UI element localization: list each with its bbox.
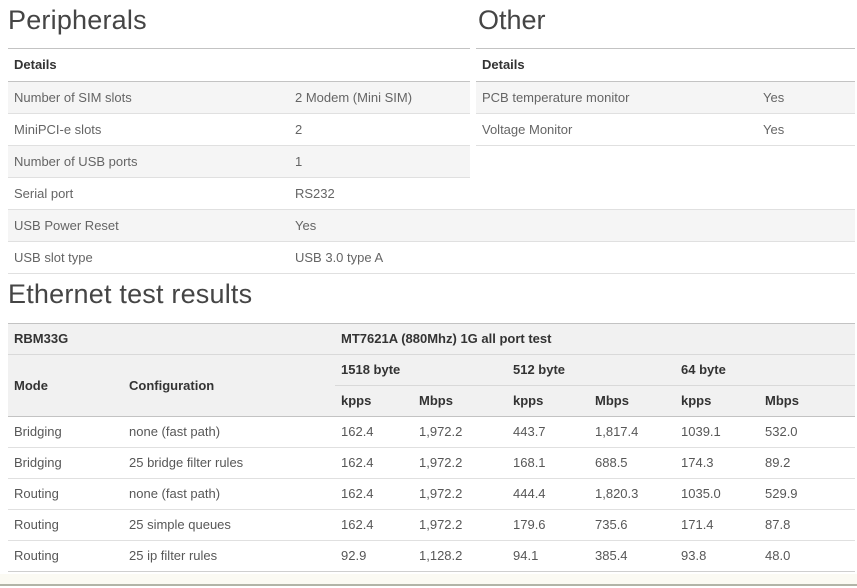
value-cell: 174.3 xyxy=(675,448,759,479)
spec-value: Yes xyxy=(289,210,855,242)
column-header-configuration: Configuration xyxy=(123,355,335,417)
table-row xyxy=(476,82,855,114)
table-row xyxy=(8,510,855,541)
configuration-cell: none (fast path) xyxy=(123,417,335,448)
other-section-title: Other xyxy=(478,5,546,35)
value-cell: 162.4 xyxy=(335,479,413,510)
value-cell: 385.4 xyxy=(589,541,675,572)
spec-value: Yes xyxy=(757,82,855,114)
value-cell: 1039.1 xyxy=(675,417,759,448)
peripherals-section-title: Peripherals xyxy=(8,5,147,35)
spec-value: 1 xyxy=(289,146,855,178)
value-cell: 92.9 xyxy=(335,541,413,572)
value-cell: 179.6 xyxy=(507,510,589,541)
table-row xyxy=(8,242,855,274)
unit-header-mbps: Mbps xyxy=(413,386,507,417)
value-cell: 735.6 xyxy=(589,510,675,541)
value-cell: 94.1 xyxy=(507,541,589,572)
packet-size-header: 512 byte xyxy=(507,355,675,386)
table-header-row xyxy=(8,355,855,386)
configuration-cell: 25 simple queues xyxy=(123,510,335,541)
details-header: Details xyxy=(8,49,855,82)
table-row xyxy=(8,541,855,572)
spec-label: Serial port xyxy=(8,178,289,210)
next-section-divider xyxy=(0,574,857,586)
unit-header-mbps: Mbps xyxy=(589,386,675,417)
table-row xyxy=(8,417,855,448)
table-header-row xyxy=(8,324,855,355)
configuration-cell: 25 bridge filter rules xyxy=(123,448,335,479)
value-cell: 89.2 xyxy=(759,448,855,479)
unit-header-mbps: Mbps xyxy=(759,386,855,417)
configuration-cell: 25 ip filter rules xyxy=(123,541,335,572)
value-cell: 532.0 xyxy=(759,417,855,448)
ethernet-test-results-table xyxy=(8,323,855,572)
spec-label: USB slot type xyxy=(8,242,289,274)
value-cell: 1,128.2 xyxy=(413,541,507,572)
value-cell: 1,972.2 xyxy=(413,510,507,541)
value-cell: 1,817.4 xyxy=(589,417,675,448)
mode-cell: Bridging xyxy=(8,448,123,479)
table-header-row xyxy=(476,49,855,82)
value-cell: 1,820.3 xyxy=(589,479,675,510)
value-cell: 87.8 xyxy=(759,510,855,541)
test-name: MT7621A (880Mhz) 1G all port test xyxy=(335,324,855,355)
value-cell: 162.4 xyxy=(335,510,413,541)
packet-size-header: 64 byte xyxy=(675,355,855,386)
other-section xyxy=(470,0,857,205)
value-cell: 1035.0 xyxy=(675,479,759,510)
spec-value: Yes xyxy=(757,114,855,146)
value-cell: 162.4 xyxy=(335,448,413,479)
spec-label: Number of SIM slots xyxy=(8,82,289,114)
table-row xyxy=(476,114,855,146)
value-cell: 688.5 xyxy=(589,448,675,479)
spec-value: USB 3.0 type A xyxy=(289,242,855,274)
mode-cell: Routing xyxy=(8,510,123,541)
value-cell: 443.7 xyxy=(507,417,589,448)
spec-value: 2 Modem (Mini SIM) xyxy=(289,82,855,114)
packet-size-header: 1518 byte xyxy=(335,355,507,386)
details-header: Details xyxy=(476,49,855,82)
other-details-table xyxy=(476,48,855,146)
table-row xyxy=(8,210,855,242)
spec-label: Number of USB ports xyxy=(8,146,289,178)
value-cell: 171.4 xyxy=(675,510,759,541)
mode-cell: Routing xyxy=(8,541,123,572)
spec-label: PCB temperature monitor xyxy=(476,82,757,114)
unit-header-kpps: kpps xyxy=(507,386,589,417)
configuration-cell: none (fast path) xyxy=(123,479,335,510)
table-row xyxy=(8,479,855,510)
model-name: RBM33G xyxy=(8,324,335,355)
spec-label: Voltage Monitor xyxy=(476,114,757,146)
value-cell: 444.4 xyxy=(507,479,589,510)
value-cell: 48.0 xyxy=(759,541,855,572)
unit-header-kpps: kpps xyxy=(335,386,413,417)
value-cell: 1,972.2 xyxy=(413,479,507,510)
spec-value: RS232 xyxy=(289,178,855,210)
value-cell: 529.9 xyxy=(759,479,855,510)
spec-label: USB Power Reset xyxy=(8,210,289,242)
spec-label: MiniPCI-e slots xyxy=(8,114,289,146)
value-cell: 93.8 xyxy=(675,541,759,572)
value-cell: 1,972.2 xyxy=(413,417,507,448)
spec-value: 2 xyxy=(289,114,855,146)
value-cell: 162.4 xyxy=(335,417,413,448)
unit-header-kpps: kpps xyxy=(675,386,759,417)
column-header-mode: Mode xyxy=(8,355,123,417)
mode-cell: Routing xyxy=(8,479,123,510)
mode-cell: Bridging xyxy=(8,417,123,448)
value-cell: 168.1 xyxy=(507,448,589,479)
ethernet-section-title: Ethernet test results xyxy=(8,279,253,309)
value-cell: 1,972.2 xyxy=(413,448,507,479)
table-row xyxy=(8,448,855,479)
